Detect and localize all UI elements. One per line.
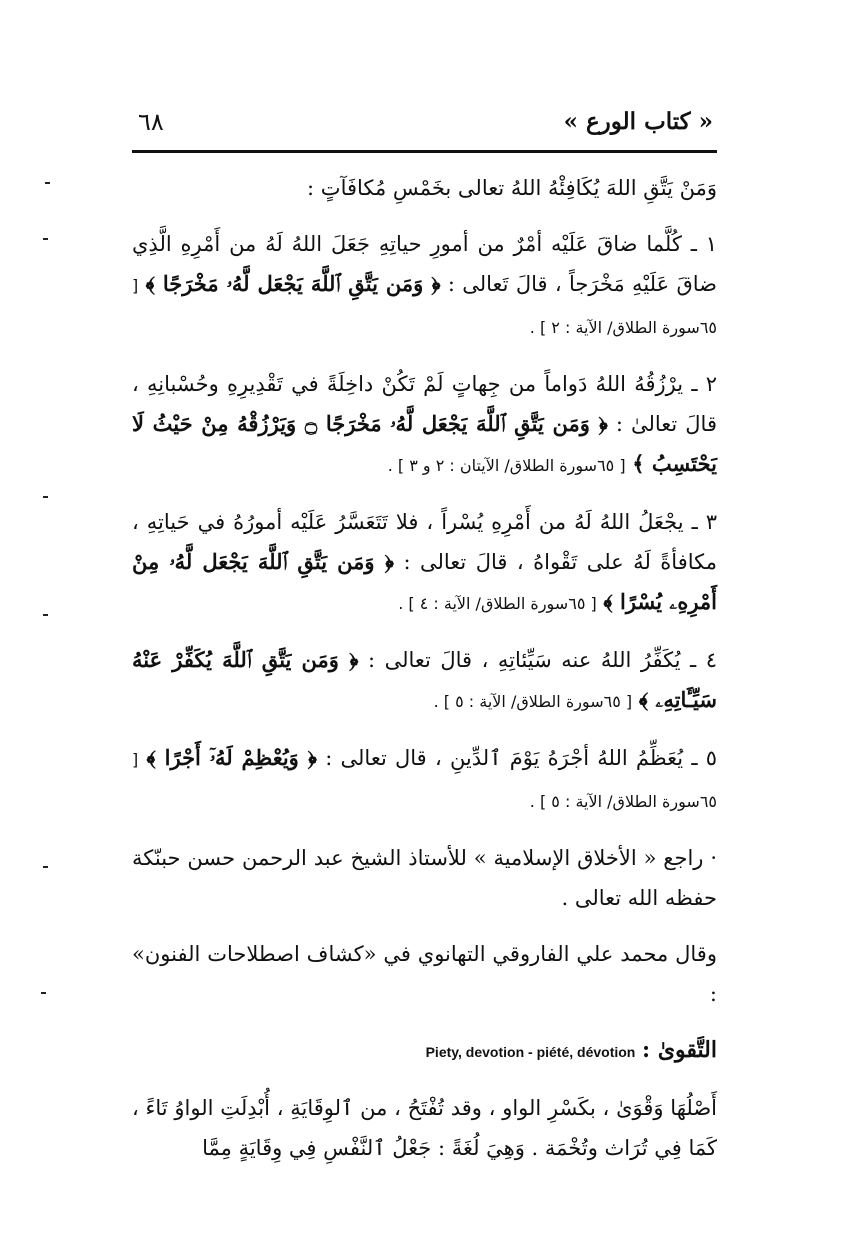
item5-reference: [ ٦٥سورة الطلاق/ الآية : ٥ ] . — [132, 750, 717, 811]
note-text: · راجع « الأخلاق الإسلامية » للأستاذ الشيخ عبد الرحمن حسن حبنّكة حفظه الله تعالى . — [132, 846, 717, 910]
header-rule — [132, 150, 717, 153]
definition-paragraph — [132, 1088, 717, 1168]
item5-verse: ﴿ وَيُعْظِمْ لَهُۥٓ أَجْرًا ﴾ — [146, 745, 317, 770]
item2-text: ٢ ـ يرْزُقُهُ اللهُ دَواماً من جِهاتٍ لَمْ تَكُنْ داخِلَةً في تَقْدِيرِهِ وحُسْبانِهِ ، قالَ تعالىٰ : — [132, 372, 717, 436]
margin-mark — [45, 182, 50, 184]
item1-verse: ﴿ وَمَن يَتَّقِ ٱللَّهَ يَجْعَل لَّهُۥ مَخْرَجًا ﴾ — [145, 271, 441, 296]
item3-text: ٣ ـ يجْعَلُ اللهُ لَهُ من أَمْرِهِ يُسْراً ، فلا تَتَعَسَّرُ عَلَيْه أمورُهُ في حَياتِهِ ، مكافأةً لَهُ على تَقْواهُ ، قالَ تعالى : — [132, 510, 717, 574]
reward-item-5 — [132, 738, 717, 822]
margin-mark — [43, 238, 48, 240]
item2-verse: ﴿ وَمَن يَتَّقِ ٱللَّهَ يَجْعَل لَّهُۥ مَخْرَجًا ۝ وَيَرْزُقْهُ مِنْ حَيْثُ لَا يَحْتَسِبُ ﴾ — [132, 411, 717, 476]
reward-item-4 — [132, 640, 717, 722]
item2-reference: [ ٦٥سورة الطلاق/ الآيتان : ٢ و ٣ ] . — [387, 456, 626, 475]
page-body — [132, 168, 717, 1168]
intro-text: وَمَنْ يَتَّقِ اللهَ يُكَافِئْهُ اللهُ تعالى بخَمْسِ مُكافَآتٍ : — [307, 176, 717, 200]
page-header — [138, 104, 713, 146]
term-heading — [132, 1030, 717, 1072]
item1-text: ١ ـ كُلَّما ضاقَ عَلَيْه أمْرٌ من أمورِ حياتِهِ جَعَلَ اللهُ لَهُ من أَمْرِهِ الَّذِي ضاقَ عَلَيْهِ مَخْرَجاً ، قالَ تَعالى : — [132, 232, 717, 296]
margin-mark — [43, 614, 48, 616]
reward-item-1 — [132, 224, 717, 348]
margin-mark — [43, 866, 48, 868]
citation-intro — [132, 934, 717, 1014]
page-number: ٦٨ — [138, 108, 164, 136]
item3-verse: ﴿ وَمَن يَتَّقِ ٱللَّهَ يَجْعَل لَّهُۥ مِنْ أَمْرِهِۦ يُسْرًا ﴾ — [132, 549, 717, 614]
margin-mark — [41, 992, 46, 994]
item3-reference: [ ٦٥سورة الطلاق/ الآية : ٤ ] . — [398, 594, 597, 613]
item4-reference: [ ٦٥سورة الطلاق/ الآية : ٥ ] . — [433, 692, 633, 711]
citation-text: وقال محمد علي الفاروقي التهانوي في «كشاف اصطلاحات الفنون» : — [132, 942, 717, 1006]
item4-text: ٤ ـ يُكَفِّرُ اللهُ عنه سَيِّئاتِهِ ، قالَ تعالى : — [367, 648, 718, 672]
reference-note — [132, 838, 717, 918]
reward-item-3 — [132, 502, 717, 624]
running-title: « كتاب الورع » — [563, 108, 713, 135]
item5-text: ٥ ـ يُعَظِّمُ اللهُ أجْرَهُ يَوْمَ ٱلدِّينِ ، قال تعالى : — [325, 746, 717, 770]
intro-paragraph — [132, 168, 717, 208]
term-arabic: التَّقوىٰ : — [642, 1037, 717, 1063]
item1-reference: [ ٦٥سورة الطلاق/ الآية : ٢ ] . — [132, 276, 717, 337]
item4-verse: ﴿ وَمَن يَتَّقِ ٱللَّهَ يُكَفِّرْ عَنْهُ سَيِّـَٔاتِهِۦ ﴾ — [132, 647, 717, 712]
definition-text: أَصْلُهَا وَقْوَىٰ ، بكَسْرِ الواو ، وقد تُفْتَحُ ، من ٱلوِقَايَةِ ، أُبْدِلَتِ الواوُ تَاءً ، كَمَا فِي تُرَاث وتُخْمَة . وَهِيَ لُغَةً : جَعْلُ ٱلنَّفْسِ فِي وِقَايَةٍ مِمَّا — [132, 1096, 717, 1160]
term-latin: Piety, devotion - piété, dévotion — [425, 1044, 636, 1060]
reward-item-2 — [132, 364, 717, 486]
margin-mark — [43, 496, 48, 498]
